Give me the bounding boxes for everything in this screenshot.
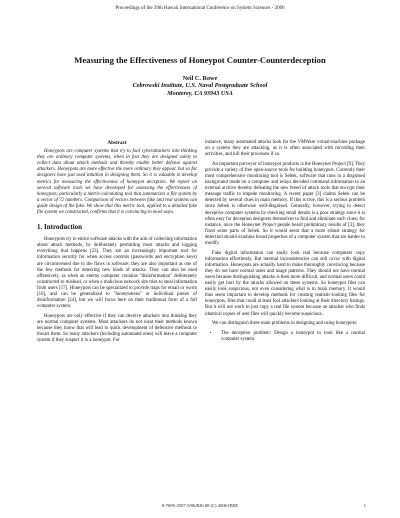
running-header: Proceedings of the 39th Hawaii International Conference on System Sciences - 2006 [115,6,285,11]
affiliation-line-1: Cebrowski Institute, U.S. Naval Postgraduate School [132,82,268,89]
right-column [205,140,365,343]
footer-copyright: 0-7695-2507-5/06/$20.00 (C) 2006 IEEE [161,503,239,508]
paper-title: Measuring the Effectiveness of Honeypot Counter-Counterdeception [74,55,326,65]
list-item: • The deception problem: Design a honeypot to look like a normal computer system. [219,331,365,343]
title-block [20,55,380,97]
body-paragraph: We can distinguish three main problems in designing and using honeypots: [212,321,358,327]
body-paragraph: Honeypots try to entice software attacks with the aim of collecting information about attack methods, by deliberately permitting most attacks and logging everything that happens [23]. They are an increasingly important tool for information security for when access controls (passwords and encryption keys) are circumvented due to the flaws in software; they are also important as one of the few methods for detecting new kinds of attacks. They can also be used offensively, as when an enemy computer contains "disinformation" deliberately constructed to mislead, or when a malicious network site tries to steal information from users [17]. Honeypots can be specialized to provide traps for email or worm [16], and can be generalized to "honeytokens" or individual pieces of disinformation [24], but we will focus here on their traditional form of a full computer system. [37,237,197,310]
left-column [37,140,197,348]
body-paragraph: Honeypots are only effective if they can deceive attackers into thinking they are normal computer systems. Most attackers do not want their methods known because they know that will lead to quick development of defensive methods to thwart them. So many attackers (including automated ones) will leave a computer system if they suspect it is a honeypot. For [37,313,197,344]
body-paragraph: instance, many automated attacks look for the VMWare virtual-machine package on a system they are attacking, as it is often associated with recording their activities, and kill their processes if so. [205,140,365,158]
body-paragraph: An important purveyor of honeypot products is the Honeynet Project [9]. They provide a variety of free open-source tools for building honeypots. Currently their most comprehensive monitoring tool is Sebek, software that runs in a disguised background mode on a computer and relays decoded command information to an external archive thereby defeating the new breed of attack tools that encrypt their message traffic to impede monitoring. A recent paper [3] claims Sebek can be detected by several clues in main memory. If this is true, this is a serious problem since Sebek is otherwise well-disguised. Generally, however, trying to detect deceptive computer systems by checking small details is a poor strategy since it is often easy for deception designers themselves to find and eliminate such clues; for instance, once the Honeynet Project people heard preliminary results of [3], they fixed some parts of Sebek. So it would seem that a more robust strategy for detection should examine broad properties of a computer system that are harder to modify. [205,161,365,246]
affiliation-line-2: Monterey, CA 93943 USA [167,89,233,97]
abstract-text: Honeypots are computer systems that try to fool cyberattackers into thinking they are ordinary computer systems, when in fact they are designed solely to collect data about attack methods and thereby enable better defense against attackers. Honeypots are more effective the more ordinary they appear, but so far designers have just used intuition in designing them. So it is valuable to develop metrics for measuring the effectiveness of honeypot deception. We report on several software tools we have developed for assessing the effectiveness of honeypots, particularly a metric-calculating tool that summarizes a file system by a vector of 72 numbers. Comparison of vectors between fake and real systems can guide design of the fake. We show that this metric tool, applied to a detailed fake file system we constructed, confirms that it is convincing in most ways. [37,149,197,216]
bullet-list [205,331,365,343]
abstract-heading: Abstract [107,140,127,146]
author-name: Neil C. Rowe [182,75,218,82]
section-heading-introduction: 1. Introduction [37,223,82,232]
body-paragraph: Fake digital information can easily look real because computers copy information effortlessly. But internal inconsistencies can still occur with digital information. Honeypots are actually hard to make thoroughly convincing because they do not have normal users and usage patterns. They should not have normal users because distinguishing attacks is then more difficult, and normal users could easily get hurt by the attacks allowed on these systems. So honeypot files can easily look suspicious, not even considering what is in main memory. It would thus seem important to develop methods for creating realistic-looking files for honeypots, files that could at least fool attackers looking at their directory listings. But it will not work to just copy a real file system because an attacker who finds identical copies of user files will quickly become suspicious. [205,250,365,317]
page-number: 1 [363,503,366,508]
